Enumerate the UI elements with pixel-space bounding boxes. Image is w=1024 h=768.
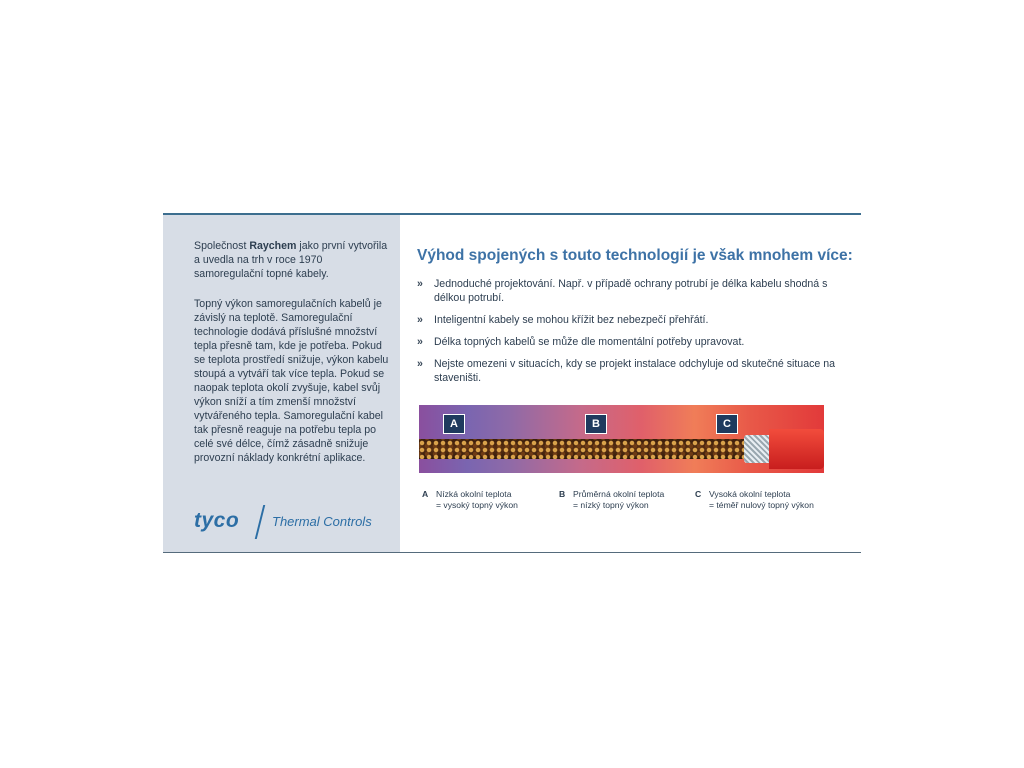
intro-after: jako první vytvořila a uvedla na trh v roce 1970 samoregulační topné kabely. bbox=[194, 240, 388, 280]
list-item bbox=[417, 357, 847, 385]
zone-label-a: A bbox=[443, 414, 465, 434]
bullet-text: Inteligentní kabely se mohou křížit bez nebezpečí přehřátí. bbox=[434, 314, 709, 326]
cable-braid bbox=[744, 435, 772, 463]
legend-line-1: Vysoká okolní teplota bbox=[709, 489, 791, 499]
bullet-mark: » bbox=[417, 314, 423, 326]
intro-before: Společnost bbox=[194, 240, 250, 252]
list-item bbox=[417, 335, 847, 349]
logo-division: Thermal Controls bbox=[272, 514, 372, 529]
body-text: Topný výkon samoregulačních kabelů je závislý na teplotě. Samoregulační technologie dodává příslušné množství tepla přesně tam, kde je potřeba. Pokud se teplota prostředí snižuje, výkon kabelu stoupá a vytváří tak více tepla. Pokud se naopak teplota okolí zvyšuje, kabel svůj výkon sníží a tím zmenší množství vytvářeného tepla. Samoregulační kabel tak přesně reaguje na potřebu tepla po celé své délce, čímž zásadně snižuje provozní náklady konkrétní aplikace. bbox=[194, 298, 389, 464]
bullet-mark: » bbox=[417, 278, 423, 290]
intro-text bbox=[194, 239, 394, 281]
brand-name: Raychem bbox=[249, 240, 297, 252]
legend-line-2: = vysoký topný výkon bbox=[436, 500, 518, 510]
tyco-logo bbox=[194, 505, 394, 541]
legend-key: B bbox=[559, 489, 566, 499]
legend-text bbox=[436, 489, 518, 511]
list-item bbox=[417, 277, 847, 305]
legend-line-2: = nízký topný výkon bbox=[573, 500, 649, 510]
legend-text bbox=[709, 489, 814, 511]
bullet-text: Délka topných kabelů se může dle momentální potřeby upravovat. bbox=[434, 336, 745, 348]
legend-text bbox=[573, 489, 664, 511]
zone-label-c: C bbox=[716, 414, 738, 434]
logo-brand: tyco bbox=[194, 509, 240, 532]
legend-line-1: Nízká okolní teplota bbox=[436, 489, 512, 499]
cable-core bbox=[419, 439, 744, 459]
info-panel bbox=[163, 213, 861, 553]
bullet-mark: » bbox=[417, 336, 423, 348]
bullet-text: Jednoduché projektování. Např. v případě ochrany potrubí je délka kabelu shodná s délkou potrubí. bbox=[434, 278, 828, 304]
legend-key: C bbox=[695, 489, 702, 499]
legend-line-2: = téměř nulový topný výkon bbox=[709, 500, 814, 510]
legend-line-1: Průměrná okolní teplota bbox=[573, 489, 665, 499]
advantages-list bbox=[417, 277, 847, 393]
legend-key: A bbox=[422, 489, 429, 499]
zone-label-b: B bbox=[585, 414, 607, 434]
bullet-text: Nejste omezeni v situacích, kdy se projekt instalace odchyluje od skutečné situace na staveništi. bbox=[434, 358, 836, 384]
advantages-heading: Výhod spojených s touto technologií je však mnohem více: bbox=[417, 247, 853, 264]
main-content bbox=[400, 215, 861, 552]
bullet-mark: » bbox=[417, 358, 423, 370]
list-item bbox=[417, 313, 847, 327]
heating-cable-image bbox=[419, 405, 824, 473]
sidebar bbox=[163, 215, 400, 552]
logo-divider bbox=[255, 505, 265, 539]
cable-jacket bbox=[769, 429, 824, 469]
